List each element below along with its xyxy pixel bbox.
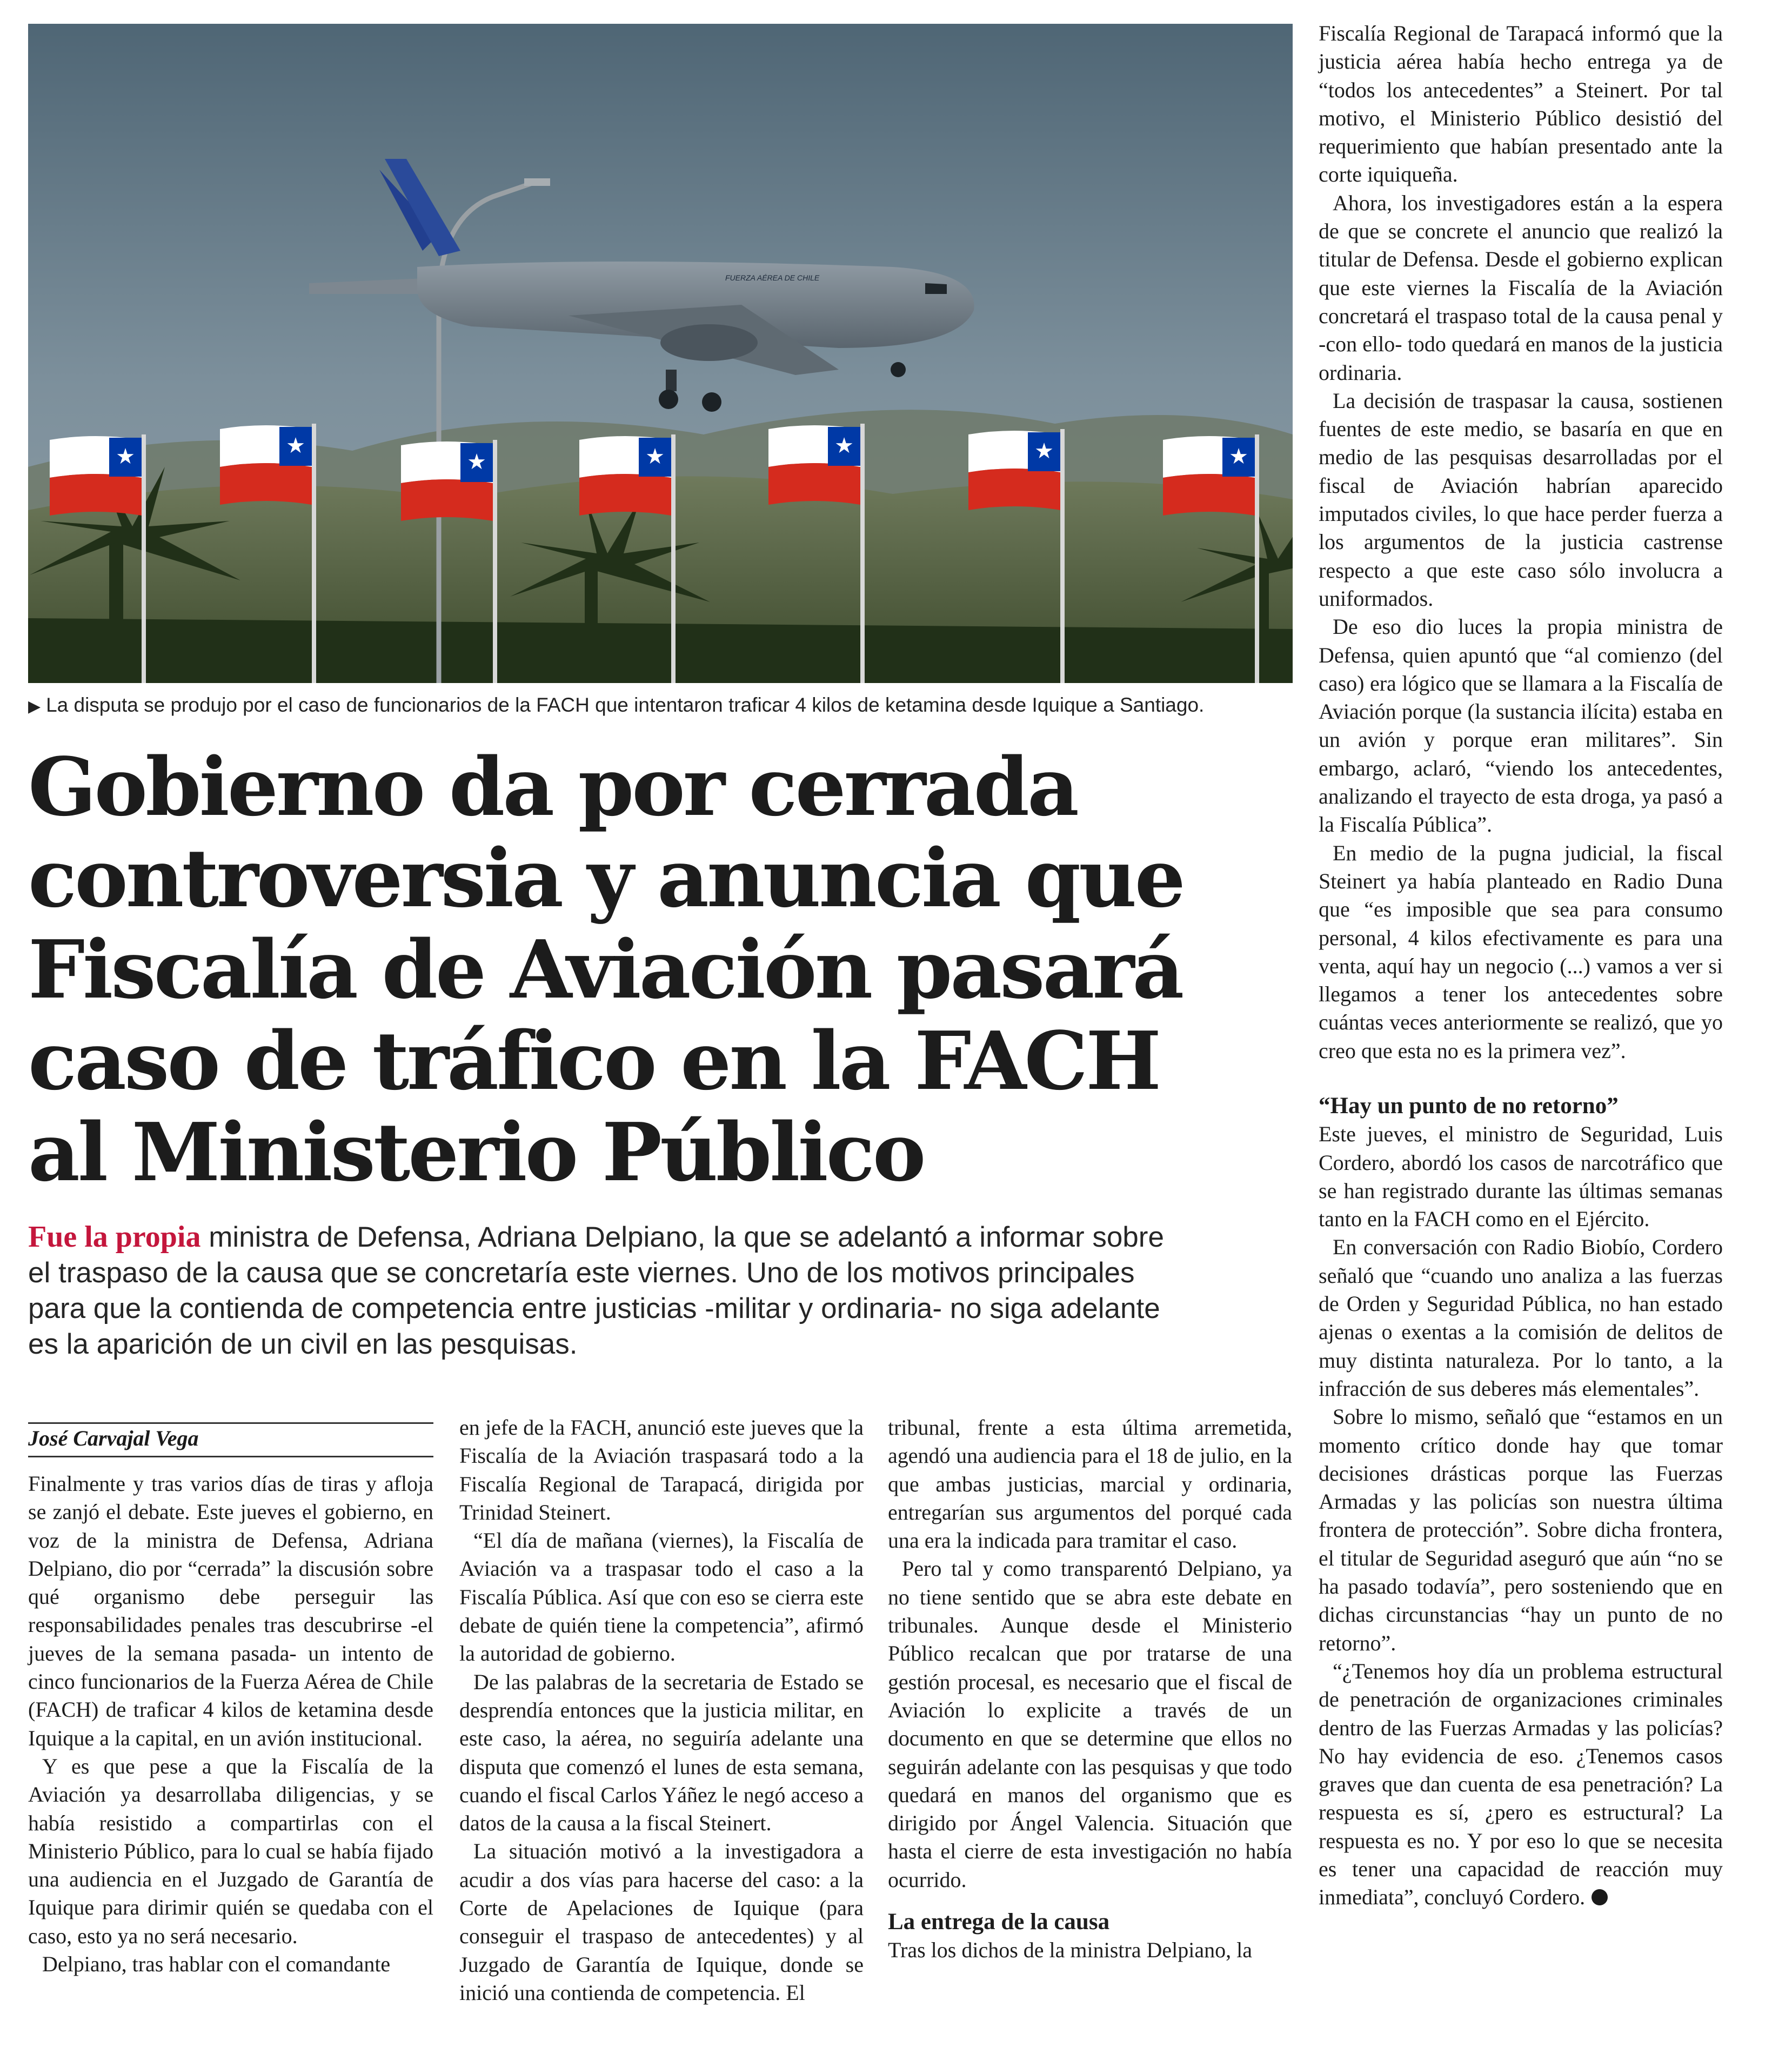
- paragraph: Y es que pese a que la Fiscalía de la Aviación ya desarrollaba diligencias, y se había resistido a compartirlas con el Ministerio Público, para lo cual se había fijado una audiencia en el Juzgado de Garantía de Iquique para dirimir quién se quedaba con el caso, esto ya no será necesario.: [28, 1754, 433, 1948]
- chile-flag: [220, 425, 312, 505]
- svg-text:★: ★: [1229, 444, 1248, 469]
- caption-marker-icon: ▶: [28, 698, 41, 715]
- paragraph: Tras los dichos de la ministra Delpiano, la: [888, 1938, 1252, 1963]
- paragraph: Sobre lo mismo, señaló que “estamos en un momento crítico donde hay que tomar decisiones drásticas porque las Fuerzas Armadas y las policías son nuestra última frontera de protección”. Sobre dicha frontera, el titular de Seguridad aseguró que aún “no se ha pasado todavía”, pero sosteniendo que en dichas circunstancias “hay un punto de no retorno”.: [1319, 1404, 1723, 1655]
- paragraph: Este jueves, el ministro de Seguridad, Luis Cordero, abordó los casos de narcotráfico que se han registrado durante las últimas semanas tanto en la FACH como en el Ejército.: [1319, 1122, 1723, 1232]
- chile-flag: [579, 436, 671, 516]
- paragraph: De eso dio luces la propia ministra de Defensa, quien apuntó que “al comienzo (del caso) era lógico que se llamara a la Fiscalía de Aviación porque (la sustancia ilícita) estaba en un avión y porque eran militares”. Sin embargo, aclaró, “viendo los antecedentes, analizando el trayecto de esta droga, ya pasó a la Fiscalía Pública”.: [1319, 614, 1723, 837]
- paragraph: Ahora, los investigadores están a la espera de que se concrete el anuncio que realizó la titular de Defensa. Desde el gobierno explican que este viernes la Fiscalía de la Aviación concretará el traspaso total de la causa penal y -con ello- todo quedará en manos de la justicia ordinaria.: [1319, 190, 1723, 385]
- headline-line-1: Gobierno da por cerrada: [28, 740, 1077, 834]
- paragraph: La decisión de traspasar la causa, sostienen fuentes de este medio, se basaría en que en medio de las pesquisas desarrolladas por el fiscal de Aviación habrían aparecido imputados civiles, lo que hace perder fuerza a los argumentos de la justicia castrense respecto a que este caso sólo involucra a uniformados.: [1319, 388, 1723, 611]
- chile-flag: [1163, 436, 1255, 516]
- flag-pole: [142, 434, 146, 683]
- deck-lead: Fue la propia: [28, 1220, 201, 1254]
- headline-line-5: al Ministerio Público: [28, 1105, 924, 1199]
- headline: [28, 740, 1183, 1199]
- chile-flag: [50, 436, 142, 516]
- svg-text:★: ★: [645, 444, 665, 469]
- paragraph: Pero tal y como transparentó Delpiano, ya no tiene sentido que se abra este debate en tribunales. Aunque desde el Ministerio Público recalcan que por tratarse de una gestión procesal, es necesario que el fiscal de Aviación lo explicite a través de un documento en que se determine que ellos no seguirán adelante con las pesquisas y que todo quedará en manos del organismo que es dirigido por Ángel Valencia. Situación que hasta el cierre de esta investigación no había ocurrido.: [888, 1556, 1292, 1892]
- svg-text:★: ★: [286, 433, 305, 458]
- airplane-flags-photo: [28, 24, 1293, 683]
- end-of-article-icon: [1592, 1889, 1608, 1905]
- paragraph: En conversación con Radio Biobío, Cordero señaló que “cuando uno analiza a las fuerzas de Orden y Seguridad Pública, no han estado ajenas o exentas a la comisión de delitos de muy distinta naturaleza. Por lo tanto, a la infracción de sus deberes más elementales”.: [1319, 1235, 1723, 1401]
- svg-text:★: ★: [834, 433, 854, 458]
- photo-caption: [28, 692, 1293, 719]
- chile-flag: [768, 425, 860, 505]
- flag-pole: [671, 434, 676, 683]
- flag-pole: [1060, 429, 1065, 683]
- paragraph: De las palabras de la secretaria de Estado se desprendía entonces que la justicia militar, en este caso, la aérea, no seguiría adelante una disputa que comenzó el lunes de esta semana, cuando el fiscal Carlos Yáñez le negó acceso a datos de la causa a la fiscal Steinert.: [459, 1669, 864, 1836]
- fuselage-text: FUERZA AÉREA DE CHILE: [725, 273, 820, 282]
- headline-line-2: controversia y anuncia que: [28, 831, 1183, 925]
- byline-rule-top: [28, 1422, 433, 1424]
- deck-summary: [28, 1219, 1174, 1362]
- flag-pole: [312, 424, 316, 683]
- paragraph: Delpiano, tras hablar con el comandante: [42, 1952, 391, 1977]
- headline-line-4: caso de tráfico en la FACH: [28, 1014, 1160, 1108]
- body-column-3: [888, 1414, 1292, 1965]
- body-column-2: [459, 1414, 864, 2007]
- caption-text: La disputa se produjo por el caso de funcionarios de la FACH que intentaron traficar 4 kilos de ketamina desde Iquique a Santiago.: [46, 694, 1205, 716]
- svg-text:★: ★: [467, 450, 486, 474]
- paragraph: en jefe de la FACH, anunció este jueves que la Fiscalía de la Aviación traspasará todo a la Fiscalía Regional de Tarapacá, dirigida por Trinidad Steinert.: [459, 1415, 864, 1524]
- paragraph: Fiscalía Regional de Tarapacá informó que la justicia aérea había hecho entrega ya de “todos los antecedentes” a Steinert. Por tal motivo, el Ministerio Público desistió del requerimiento que habían presentado ante la corte iquiqueña.: [1319, 21, 1723, 187]
- subheading-entrega: La entrega de la causa: [888, 1909, 1110, 1935]
- chile-flag: [968, 431, 1060, 510]
- byline-rule-bottom: [28, 1456, 433, 1457]
- final-text: “¿Tenemos hoy día un problema estructural de penetración de organizaciones criminales dentro de las Fuerzas Armadas y las policías? No hay evidencia de eso. ¿Tenemos casos graves que dan cuenta de esa penetración? La respuesta es sí, ¿pero es estructural? La respuesta es no. Y por eso lo que se necesita es tener una capacidad de reacción muy inmediata”, concluyó Cordero.: [1319, 1658, 1723, 1910]
- flag-pole: [860, 424, 865, 683]
- headline-line-3: Fiscalía de Aviación pasará: [28, 922, 1182, 1016]
- svg-text:★: ★: [1034, 439, 1054, 463]
- paragraph: “El día de mañana (viernes), la Fiscalía de Aviación va a traspasar todo el caso a la Fiscalía Pública. Así que con eso se cierra este debate de quién tiene la competencia”, afirmó la autoridad de gobierno.: [459, 1528, 864, 1666]
- body-column-1: [28, 1470, 433, 1978]
- paragraph: La situación motivó a la investigadora a acudir a dos vías para hacerse del caso: a la Corte de Apelaciones de Iquique (para conseguir el traspaso de antecedentes) y al Juzgado de Garantía de Iquique, donde se inició una contienda de competencia. El: [459, 1839, 864, 2005]
- paragraph-final: [1319, 1657, 1723, 1912]
- news-photo: [28, 24, 1293, 683]
- deck-text: ministra de Defensa, Adriana Delpiano, la que se adelantó a informar sobre el traspaso de la causa que se concretaría este viernes. Uno de los motivos principales para que la contienda de competencia entre justicias -militar y ordinaria- no siga adelante es la aparición de un civil en las pesquisas.: [28, 1221, 1164, 1360]
- svg-text:★: ★: [116, 444, 135, 469]
- paragraph: tribunal, frente a esta última arremetida, agendó una audiencia para el 18 de julio, en la que ambas justicias, marcial y ordinaria, entregarían sus argumentos del porqué cada una era la indicada para tramitar el caso.: [888, 1415, 1292, 1553]
- subheading-punto-no-retorno: “Hay un punto de no retorno”: [1319, 1093, 1619, 1119]
- body-column-4: [1319, 19, 1723, 1912]
- byline: José Carvajal Vega: [28, 1426, 199, 1450]
- flag-pole: [1255, 434, 1259, 683]
- paragraph: Finalmente y tras varios días de tiras y afloja se zanjó el debate. Este jueves el gobierno, en voz de la ministra de Defensa, Adriana Delpiano, dio por “cerrada” la discusión sobre qué organismo debe perseguir las responsabilidades penales tras descubrirse -el jueves de la semana pasada- un intento de cinco funcionarios de la Fuerza Aérea de Chile (FACH) de traficar 4 kilos de ketamina desde Iquique a la capital, en un avión institucional.: [28, 1471, 433, 1750]
- chile-flag: [401, 441, 493, 521]
- paragraph: En medio de la pugna judicial, la fiscal Steinert ya había planteado en Radio Duna que “es imposible que sea para consumo personal, 4 kilos efectivamente es para una venta, aquí hay un negocio (...) vamos a ver si llegamos a tener los antecedentes sobre cuántas veces anteriormente se realizó, que yo creo que esta no es la primera vez”.: [1319, 840, 1723, 1063]
- flag-pole: [493, 440, 497, 683]
